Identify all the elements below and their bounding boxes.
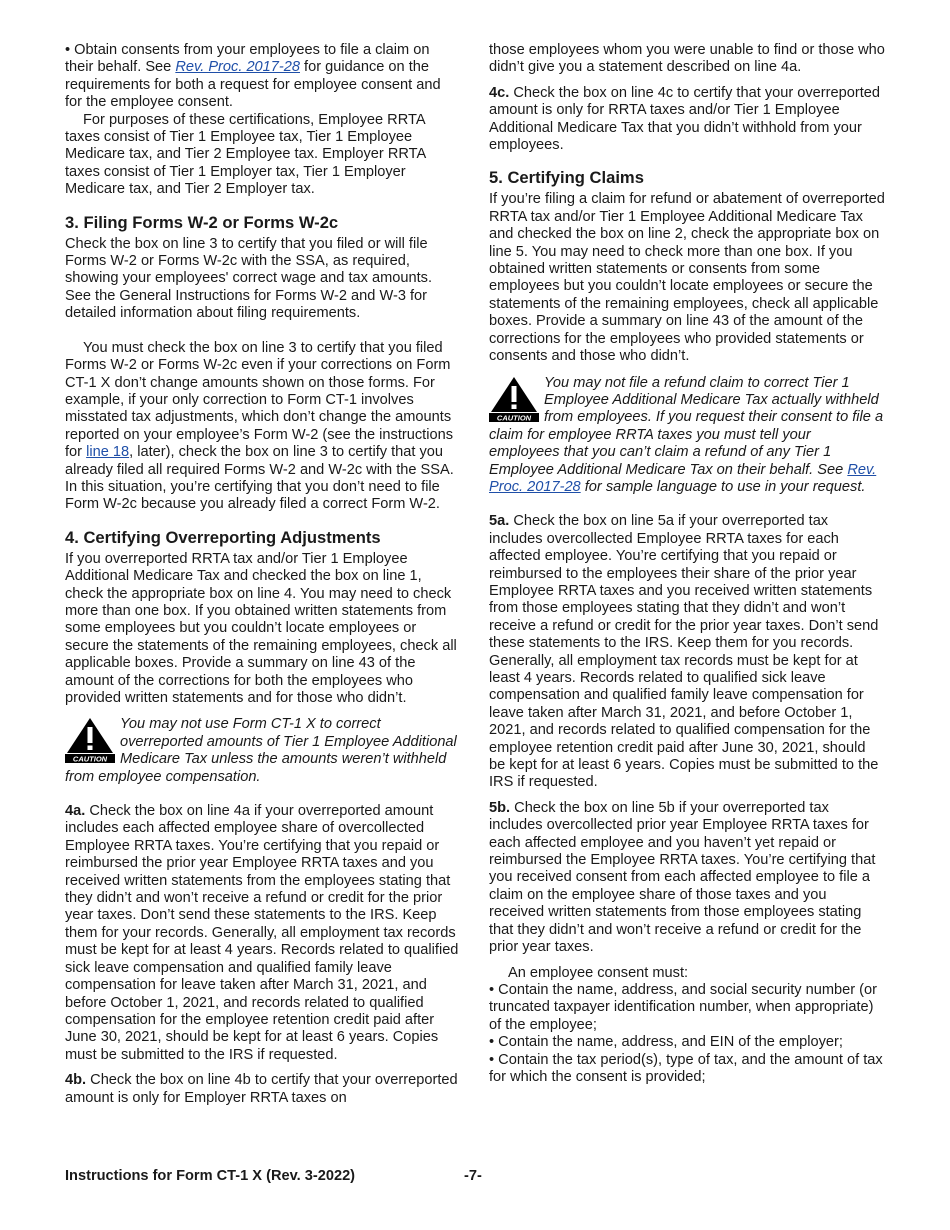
section-3-heading: 3. Filing Forms W-2 or Forms W-2c: [65, 212, 339, 232]
item-4a-paragraph: 4a. Check the box on line 4a if your overreported amount includes each affected employee share of overcollected Employee RRTA taxes. You’re certifying that you repaid or reimbursed the prior year Employee RRTA taxes and you received written statements from the employees stating that they didn’t and won’t receive a refund or credit for the prior year taxes. Don’t send these statements to the IRS. Keep them for your records. Generally, all employment tax records must be kept for at least 4 years. Records related to qualified sick leave compensation and qualified family leave compensation for leave taken after March 31, 2021, and before October 1, 2021, and records related to qualified compensation for the employee retention credit paid after June 30, 2021, should be kept for at least 6 years. Copies must be submitted to the IRS if requested.: [65, 803, 459, 1063]
consent-intro: An employee consent must:: [508, 964, 689, 981]
item-5a-paragraph: 5a. Check the box on line 5a if your overreported tax includes overcollected Employee RRTA taxes for each affected employee. You’re certifying that you repaid or reimbursed to the employees their share of the prior year Employee RRTA taxes and you received written statements from those employees stating that they didn’t and won’t receive a refund or credit for the prior year taxes. Don’t send these statements to the IRS. Keep them for you records. Generally, all employment tax records must be kept for at least 4 years. Records related to qualified sick leave compensation and qualified family leave compensation for leave taken after March 31, 2021, and before October 1, 2021, and records related to qualified compensation for the employee retention credit paid after June 30, 2021, should be kept for at least 6 years. Copies must be submitted to the IRS if requested.: [489, 513, 879, 791]
caution-note-1: CAUTION You may not use Form CT-1 X to correct overreported amounts of Tier 1 Employee Additional Medicare Tax unless the amounts weren’t withheld from employee compensation.: [65, 716, 457, 785]
section-5-paragraph: If you’re filing a claim for refund or abatement of overreported RRTA tax and/or Tier 1 Employee Additional Medicare Tax and checked the box on line 2, check the appropriate box on line 5. You may need to check more than one box. If you obtained written statements or consents from some employees but you couldn’t locate employees or secure the statements of the remaining employees, check all applicable boxes. Provide a summary on line 43 of the amount of the corrections for the employees who provided statements or consents and those who didn’t.: [489, 191, 885, 365]
consent-bullet: • Obtain consents from your employees to file a claim on their behalf. See Rev. Proc. 2017-28 for guidance on the requirements for both a request for employee consent and for the employee consent.: [65, 42, 461, 112]
caution-note-2: CAUTION You may not file a refund claim to correct Tier 1 Employee Additional Medicare Tax actually withheld from employees. If you request their consent to file a claim for employee RRTA taxes you must tell your employees that you can’t claim a refund of any Tier 1 Employee Additional Medicare Tax on their behalf. See Rev. Proc. 2017-28 for sample language to use in your request.: [489, 374, 884, 495]
caution-icon: [65, 717, 115, 763]
footer-title: Instructions for Form CT-1 X (Rev. 3-2022): [65, 1168, 356, 1184]
consent-requirement-3: • Contain the tax period(s), type of tax, and the amount of tax for which the consent is provided;: [489, 1052, 885, 1087]
right-column: [489, 42, 885, 1086]
item-4b-continued: those employees whom you were unable to find or those who didn’t give you a statement described on line 4a.: [489, 42, 885, 76]
svg-text:CAUTION: CAUTION: [496, 413, 532, 422]
consent-requirement-2: • Contain the name, address, and EIN of the employer;: [489, 1034, 885, 1051]
svg-text:CAUTION: CAUTION: [72, 754, 108, 764]
section-3-paragraph-2: You must check the box on line 3 to certify that you filed Forms W-2 or Forms W-2c even if your corrections on Form CT-1 X don’t change amounts shown on those forms. For example, if your only correction to Form CT-1 involves misstated tax adjustments, which don’t change the amounts reported on your employee’s Form W-2 (see the instructions for line 18, later), check the box on line 3 to certify that you already filed all required Forms W-2 and W-2c with the SSA. In this situation, you’re certifying that you don’t need to file Form W-2c because you already filed a correct Form W-2.: [65, 339, 454, 513]
consent-requirement-1: • Contain the name, address, and social security number (or truncated taxpayer identification number, when appropriate) of the employee;: [489, 982, 885, 1034]
page-number: -7-: [464, 1168, 482, 1184]
line-18-link[interactable]: line 18: [86, 444, 130, 461]
section-4-paragraph: If you overreported RRTA tax and/or Tier 1 Employee Additional Medicare Tax and checked the box on line 1, check the appropriate box on line 4. You may need to check more than one box. If you obtained written statements from some employees but you couldn’t locate employees or secure the statements of the remaining employees, check all applicable boxes. Provide a summary on line 43 of the amount of the corrections for both the employees who provided written statements and for those who didn’t.: [65, 550, 457, 706]
left-column: [65, 42, 461, 1107]
section-5-heading: 5. Certifying Claims: [489, 168, 644, 188]
caution-icon: [489, 376, 539, 422]
section-4-heading: 4. Certifying Overreporting Adjustments: [65, 527, 381, 547]
rev-proc-link[interactable]: Rev. Proc. 2017-28: [175, 59, 300, 76]
item-4b-paragraph: 4b. Check the box on line 4b to certify that your overreported amount is only for Employer RRTA taxes on: [65, 1072, 458, 1106]
item-5b-paragraph: 5b. Check the box on line 5b if your overreported tax includes overcollected prior year Employee RRTA taxes for each affected employee and you haven’t yet repaid or reimbursed the Employee RRTA taxes. You’re certifying that you received consent from each affected employee to file a claim on the employee share of those taxes and you received written statements from those employees stating that they didn’t and won’t receive a refund or credit for the prior year taxes.: [489, 799, 876, 956]
item-4c-paragraph: 4c. Check the box on line 4c to certify that your overreported amount is only for RRTA taxes and/or Tier 1 Employee Additional Medicare Tax that you didn’t withhold from your employees.: [489, 84, 881, 154]
rev-proc-link-2[interactable]: Rev. Proc. 2017-28: [489, 461, 877, 495]
rrta-definition-paragraph: For purposes of these certifications, Employee RRTA taxes consist of Tier 1 Employee tax, Tier 1 Employee Medicare tax, and Tier 2 Employee tax. Employer RRTA taxes consist of Tier 1 Employer tax, Tier 1 Employer Medicare tax, and Tier 2 Employer tax.: [65, 111, 426, 198]
section-3-paragraph: Check the box on line 3 to certify that you filed or will file Forms W-2 or Forms W-2c with the SSA, as required, showing your employees' correct wage and tax amounts. See the General Instructions for Forms W-2 and W-3 for detailed information about filing requirements.: [65, 235, 433, 322]
